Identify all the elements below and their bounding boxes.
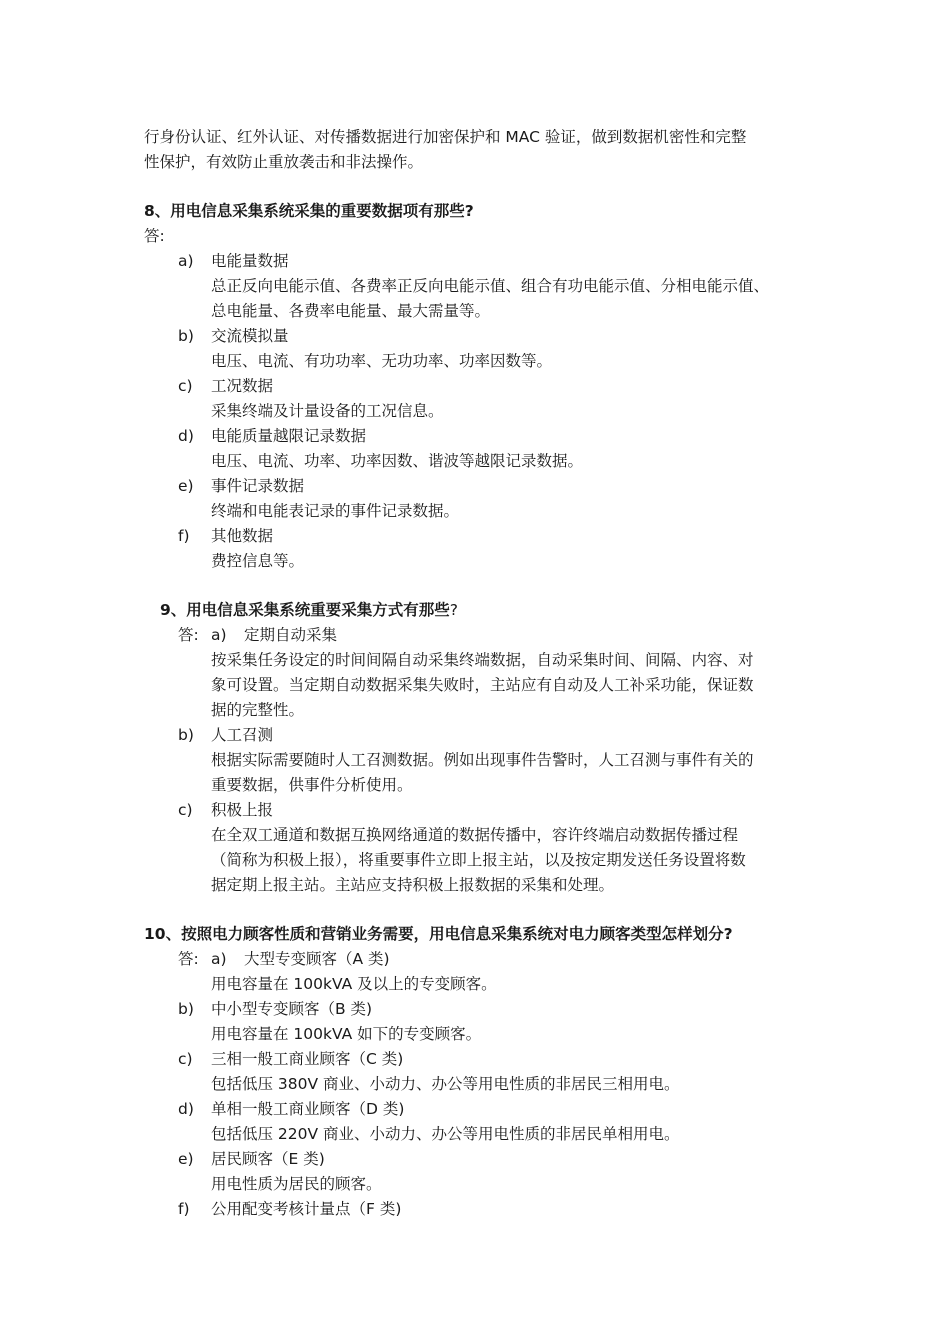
list-item-desc: 用电容量在 100kVA 及以上的专变顾客。	[211, 975, 497, 993]
list-item-title: 电能量数据	[211, 252, 289, 270]
list-marker: b)	[178, 327, 194, 345]
list-item-desc: 重要数据，供事件分析使用。	[211, 776, 413, 794]
list-item-desc: 象可设置。当定期自动数据采集失败时，主站应有自动及人工补采功能，保证数	[211, 676, 754, 694]
answer-label: 答:	[178, 950, 199, 968]
list-item-title: 其他数据	[211, 527, 274, 545]
list-item-title: 人工召测	[211, 726, 274, 744]
list-item-title: 积极上报	[211, 801, 274, 819]
list-item-title: 事件记录数据	[211, 477, 305, 495]
list-marker: a)	[178, 252, 194, 270]
list-marker: a)	[211, 626, 227, 644]
list-item-desc: 据的完整性。	[211, 701, 305, 719]
question-9-mark: ?	[449, 601, 459, 619]
list-item-desc: （简称为积极上报），将重要事件立即上报主站，以及按定期发送任务设置将数	[211, 851, 746, 869]
question-9-title	[160, 598, 458, 623]
list-item-desc: 电压、电流、功率、功率因数、谐波等越限记录数据。	[211, 452, 584, 470]
answer-label: 答:	[144, 227, 165, 245]
list-marker: a)	[211, 950, 227, 968]
list-item-title: 工况数据	[211, 377, 274, 395]
question-9-text: 9、用电信息采集系统重要采集方式有那些	[160, 601, 450, 619]
list-marker: f)	[178, 1200, 190, 1218]
intro-line-1: 行身份认证、红外认证、对传播数据进行加密保护和 MAC 验证，做到数据机密性和完整	[144, 128, 747, 146]
list-item-desc: 包括低压 380V 商业、小动力、办公等用电性质的非居民三相用电。	[211, 1075, 680, 1093]
list-item-title: 电能质量越限记录数据	[211, 427, 367, 445]
list-item-desc: 包括低压 220V 商业、小动力、办公等用电性质的非居民单相用电。	[211, 1125, 680, 1143]
list-item-desc: 按采集任务设定的时间间隔自动采集终端数据，自动采集时间、间隔、内容、对	[211, 651, 754, 669]
list-item-desc: 用电容量在 100kVA 如下的专变顾客。	[211, 1025, 482, 1043]
list-item-desc: 终端和电能表记录的事件记录数据。	[211, 502, 460, 520]
intro-line-2: 性保护，有效防止重放袭击和非法操作。	[144, 153, 424, 171]
list-marker: b)	[178, 1000, 194, 1018]
list-item-desc: 总正反向电能示值、各费率正反向电能示值、组合有功电能示值、分相电能示值、	[211, 277, 770, 295]
list-marker: c)	[178, 801, 193, 819]
list-marker: c)	[178, 1050, 193, 1068]
list-item-title: 居民顾客（E 类)	[211, 1150, 325, 1168]
list-marker: c)	[178, 377, 193, 395]
list-item-desc: 在全双工通道和数据互换网络通道的数据传播中，容许终端启动数据传播过程	[211, 826, 739, 844]
list-item-desc: 费控信息等。	[211, 552, 305, 570]
list-marker: e)	[178, 1150, 194, 1168]
list-item-title: 大型专变顾客（A 类)	[244, 950, 390, 968]
list-item-desc: 电压、电流、有功功率、无功功率、功率因数等。	[211, 352, 553, 370]
list-item-title: 中小型专变顾客（B 类)	[211, 1000, 373, 1018]
question-10-title: 10、按照电力顾客性质和营销业务需要，用电信息采集系统对电力顾客类型怎样划分?	[144, 925, 733, 943]
list-item-title: 三相一般工商业顾客（C 类)	[211, 1050, 404, 1068]
list-item-desc: 用电性质为居民的顾客。	[211, 1175, 382, 1193]
list-marker: d)	[178, 1100, 194, 1118]
list-item-desc: 据定期上报主站。主站应支持积极上报数据的采集和处理。	[211, 876, 615, 894]
list-item-title: 单相一般工商业顾客（D 类)	[211, 1100, 405, 1118]
list-item-desc: 根据实际需要随时人工召测数据。例如出现事件告警时，人工召测与事件有关的	[211, 751, 754, 769]
list-item-desc: 采集终端及计量设备的工况信息。	[211, 402, 444, 420]
list-marker: d)	[178, 427, 194, 445]
list-marker: f)	[178, 527, 190, 545]
list-item-title: 交流模拟量	[211, 327, 289, 345]
list-marker: e)	[178, 477, 194, 495]
list-item-desc: 总电能量、各费率电能量、最大需量等。	[211, 302, 491, 320]
question-8-title: 8、用电信息采集系统采集的重要数据项有那些?	[144, 202, 474, 220]
list-item-title: 定期自动采集	[244, 626, 338, 644]
answer-label: 答:	[178, 626, 199, 644]
list-item-title: 公用配变考核计量点（F 类)	[211, 1200, 402, 1218]
list-marker: b)	[178, 726, 194, 744]
